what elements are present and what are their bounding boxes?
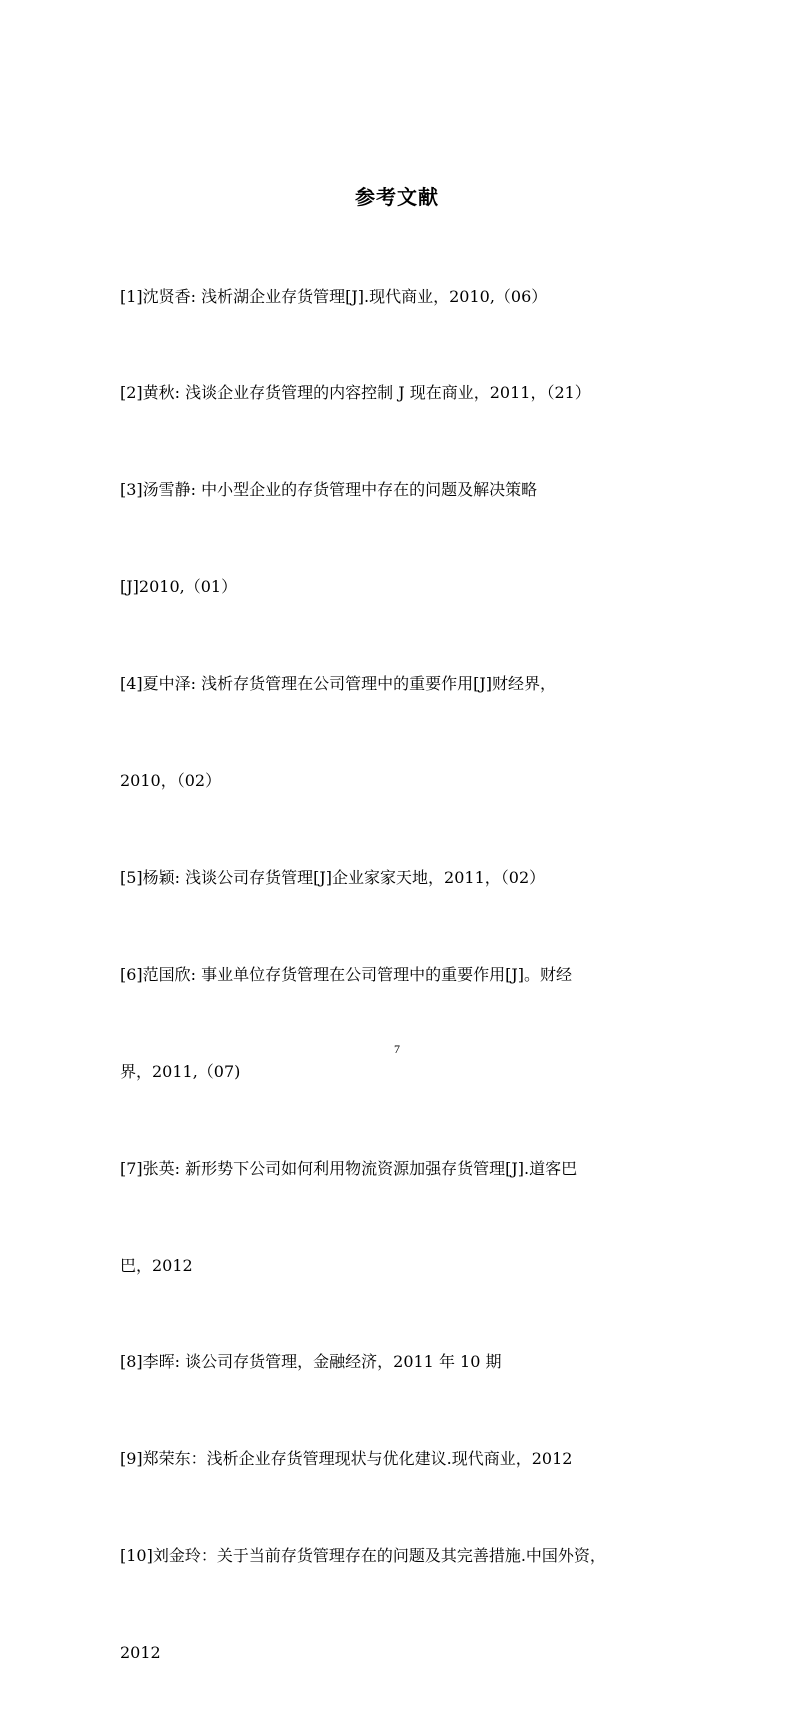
reference-line: [4]夏中泽: 浅析存货管理在公司管理中的重要作用[J]财经界， [120,674,557,694]
reference-line: 2010，（02） [120,771,222,791]
reference-line: [9]郑荣东：浅析企业存货管理现状与优化建议.现代商业，2012 [120,1449,573,1469]
reference-line: [6]范国欣: 事业单位存货管理在公司管理中的重要作用[J]。财经 [120,964,573,984]
reference-line: [5]杨颖: 浅谈公司存货管理[J]企业家家天地，2011，（02） [120,867,546,887]
page-title: 参考文献 [355,185,439,209]
reference-line: 巴，2012 [120,1255,193,1275]
reference-line: [J]2010,（01） [120,577,238,597]
page-number: 7 [394,1042,400,1056]
reference-list [120,216,680,1734]
reference-line: [8]李晖: 谈公司存货管理，金融经济，2011 年 10 期 [120,1352,502,1372]
reference-line: 界，2011,（07) [120,1061,241,1081]
reference-line: [10]刘金玲：关于当前存货管理存在的问题及其完善措施.中国外资， [120,1546,606,1566]
reference-line: 2012 [120,1643,161,1663]
reference-line: [1]沈贤香: 浅析湖企业存货管理[J].现代商业，2010,（06） [120,286,548,306]
reference-line: [7]张英: 新形势下公司如何利用物流资源加强存货管理[J].道客巴 [120,1158,578,1178]
reference-line: [2]黄秋: 浅谈企业存货管理的内容控制 J 现在商业，2011，（21） [120,383,591,403]
reference-line: [3]汤雪静: 中小型企业的存货管理中存在的问题及解决策略 [120,480,538,500]
